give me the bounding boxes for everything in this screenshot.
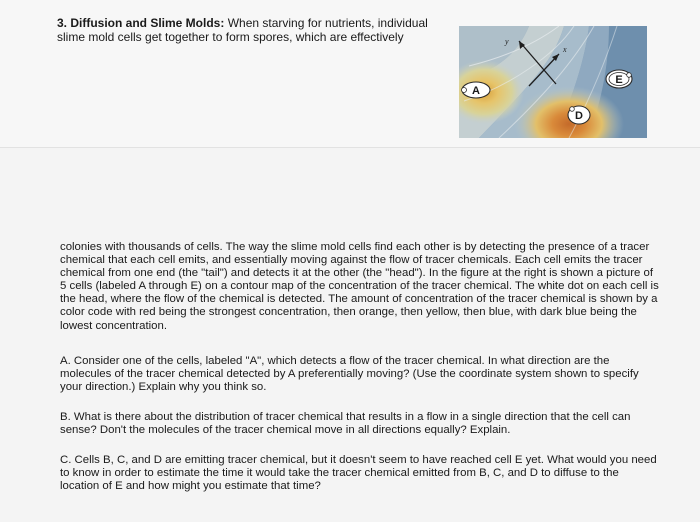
cell-e-label: E xyxy=(615,74,623,86)
x-axis-label: x xyxy=(563,45,567,54)
question-a: A. Consider one of the cells, labeled "A", which detects a flow of the tracer chemical. In what direction are the molecules of the tracer chemical detected by A preferentially moving? (Use the coordinate system shown to specify your direction.) Explain why you think so. xyxy=(60,355,639,394)
problem-intro xyxy=(57,16,442,44)
cell-e-head xyxy=(627,73,632,78)
y-axis-label: y xyxy=(505,37,509,46)
cell-d-label: D xyxy=(575,110,583,122)
question-b: B. What is there about the distribution of tracer chemical that results in a flow in a single direction that the cell can sense? Don't the molecules of the tracer chemical move in all directions equally? Explain. xyxy=(60,411,631,437)
cell-a-head xyxy=(462,88,467,93)
cell-a-label: A xyxy=(472,85,480,97)
problem-title: 3. Diffusion and Slime Molds: xyxy=(57,16,225,30)
contour-map-figure xyxy=(459,26,647,138)
cell-d-head xyxy=(570,107,575,112)
question-c: C. Cells B, C, and D are emitting tracer chemical, but it doesn't seem to have reached cell E yet. What would you need to know in order to estimate the time it would take the tracer chemical emitted from B, C, and D to diffuse to the location of E and how might you estimate that time? xyxy=(60,454,657,493)
problem-paragraph: colonies with thousands of cells. The way the slime mold cells find each other is by detecting the presence of a tracer chemical that each cell emits, and essentially moving against the flow of tracer chemicals. Each cell emits the tracer chemical from one end (the "tail") and detects it at the other (the "head"). In the figure at the right is shown a picture of 5 cells (labeled A through E) on a contour map of the concentration of the tracer chemical. The white dot on each cell is the head, where the flow of the chemical is detected. The amount of concentration of the tracer chemical is shown by a color code with red being the strongest concentration, then orange, then yellow, then blue, with dark blue being the lowest concentration. xyxy=(60,241,659,332)
contour-map xyxy=(459,26,647,138)
problem-intro-text: When starving for nutrients, individual slime mold cells get together to form spores, which are effectively xyxy=(57,16,428,44)
